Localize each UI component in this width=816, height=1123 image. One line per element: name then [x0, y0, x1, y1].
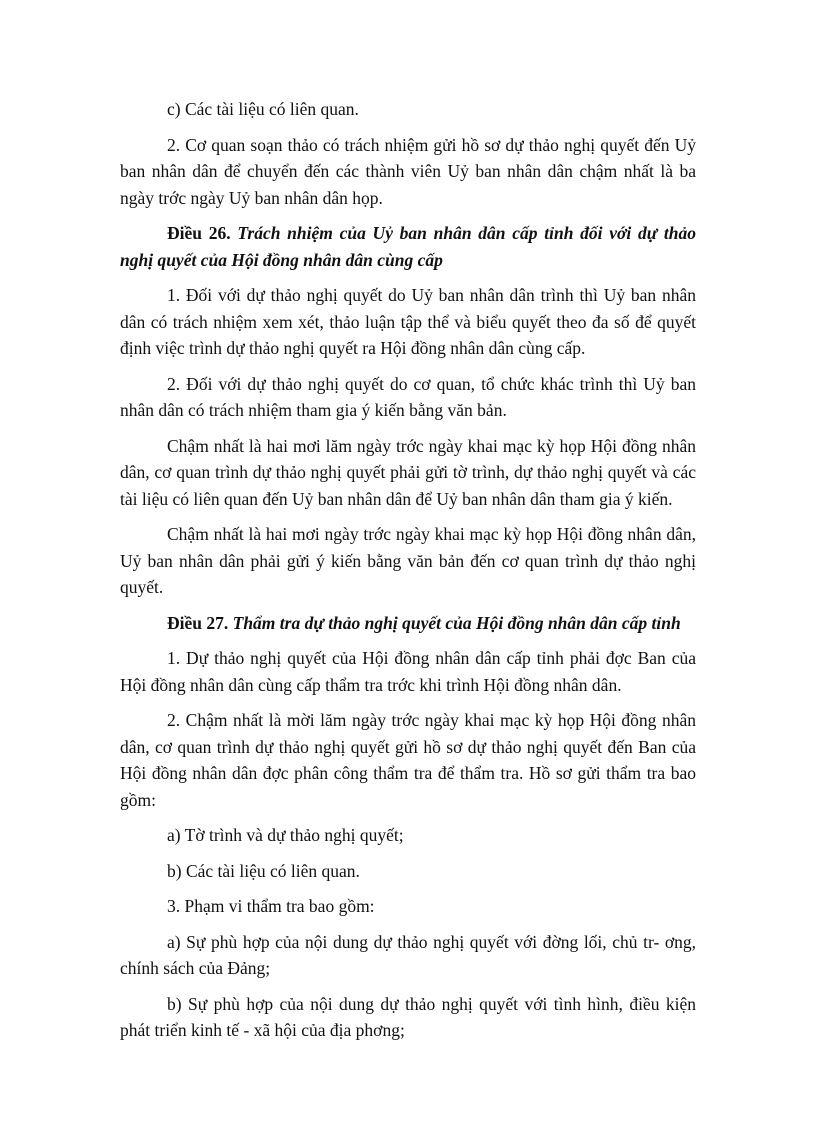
article-27-heading — [120, 610, 696, 637]
article-27-paragraph: 1. Dự thảo nghị quyết của Hội đồng nhân dân cấp tỉnh phải đợc Ban của Hội đồng nhân dân cùng cấp thẩm tra trớc khi trình Hội đồng nhân dân. — [120, 648, 696, 695]
article-26-number: Điều 26. — [167, 223, 231, 243]
article-27-number: Điều 27. — [167, 612, 229, 633]
paragraph-2-drafting-agency: 2. Cơ quan soạn thảo có trách nhiệm gửi hồ sơ dự thảo nghị quyết đến Uỷ ban nhân dân để chuyển đến các thành viên Uỷ ban nhân dân chậm nhất là ba ngày trớc ngày Uỷ ban nhân dân họp. — [120, 134, 696, 208]
article-27-paragraph: b) Các tài liệu có liên quan. — [167, 860, 360, 881]
paragraph-c-related-docs: c) Các tài liệu có liên quan. — [167, 99, 359, 119]
article-26-paragraph: 2. Đối với dự thảo nghị quyết do cơ quan, tổ chức khác trình thì Uỷ ban nhân dân có trách nhiệm tham gia ý kiến bằng văn bản. — [120, 373, 696, 420]
article-27-paragraph: a) Tờ trình và dự thảo nghị quyết; — [167, 825, 404, 845]
article-26-paragraph: 1. Đối với dự thảo nghị quyết do Uỷ ban nhân dân trình thì Uỷ ban nhân dân có trách nhiệm xem xét, thảo luận tập thể và biểu quyết theo đa số để quyết định việc trình dự thảo nghị quyết ra Hội đồng nhân dân cùng cấp. — [120, 285, 696, 358]
article-26-paragraph: Chậm nhất là hai mơi ngày trớc ngày khai mạc kỳ họp Hội đồng nhân dân, Uỷ ban nhân dân phải gửi ý kiến bằng văn bản đến cơ quan trình dự thảo nghị quyết. — [120, 524, 696, 597]
document-page — [120, 96, 696, 1053]
article-27-paragraph: b) Sự phù hợp của nội dung dự thảo nghị quyết với tình hình, điều kiện phát triển kinh tế - xã hội của địa phơng; — [120, 993, 696, 1040]
article-27-paragraph: 3. Phạm vi thẩm tra bao gồm: — [167, 896, 375, 916]
article-26-title: Trách nhiệm của Uỷ ban nhân dân cấp tỉnh đối với dự thảo nghị quyết của Hội đồng nhân dân cùng cấp — [120, 223, 697, 270]
article-27-paragraph: 2. Chậm nhất là mời lăm ngày trớc ngày khai mạc kỳ họp Hội đồng nhân dân, cơ quan trình dự thảo nghị quyết gửi hồ sơ dự thảo nghị quyết đến Ban của Hội đồng nhân dân đợc phân công thẩm tra để thẩm tra. Hồ sơ gửi thẩm tra bao gồm: — [120, 710, 696, 810]
article-26-heading — [120, 220, 696, 273]
article-26-paragraph: Chậm nhất là hai mơi lăm ngày trớc ngày khai mạc kỳ họp Hội đồng nhân dân, cơ quan trình dự thảo nghị quyết phải gửi tờ trình, dự thảo nghị quyết và các tài liệu có liên quan đến Uỷ ban nhân dân để Uỷ ban nhân dân tham gia ý kiến. — [120, 435, 696, 509]
article-27-title: Thẩm tra dự thảo nghị quyết của Hội đồng nhân dân cấp tỉnh — [232, 612, 681, 633]
article-27-paragraph: a) Sự phù hợp của nội dung dự thảo nghị quyết với đờng lối, chủ tr- ơng, chính sách của Đảng; — [120, 931, 696, 978]
